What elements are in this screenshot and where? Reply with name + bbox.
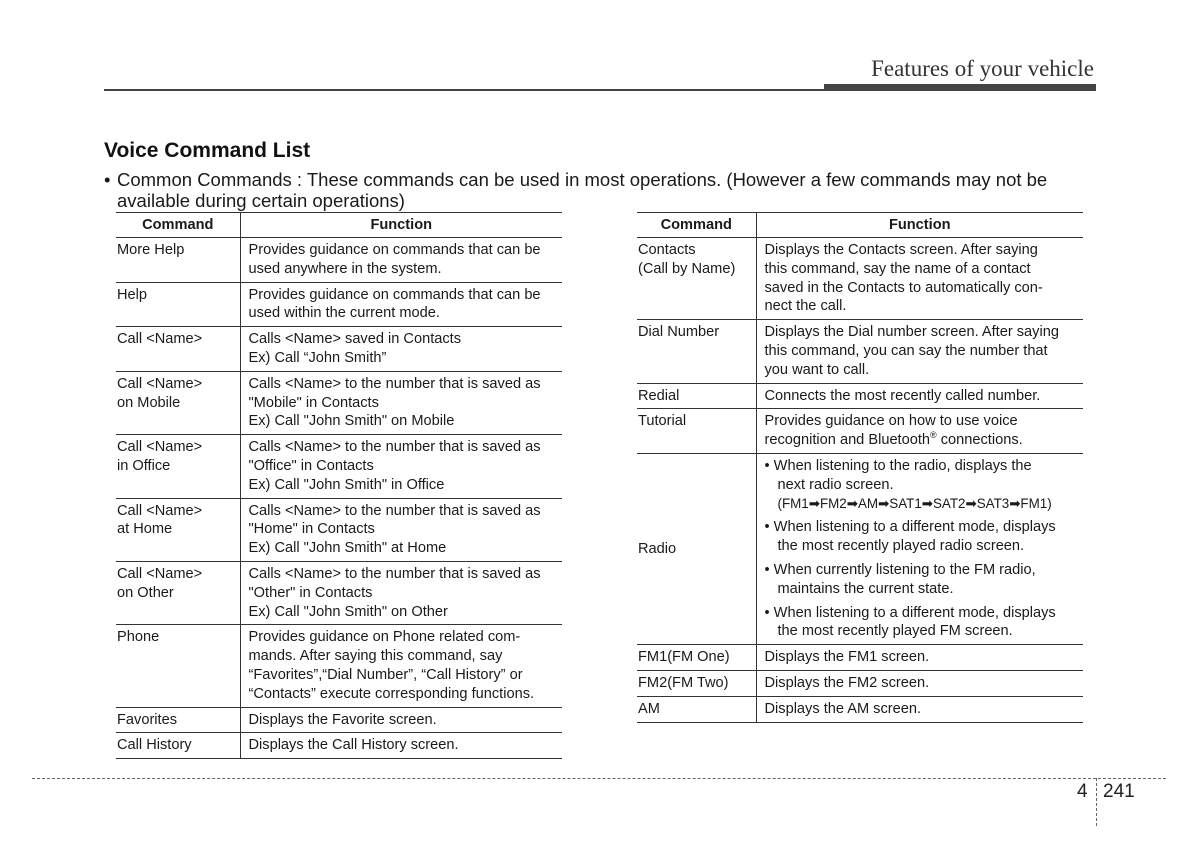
point-text: maintains the current state.	[777, 580, 954, 597]
command-cell	[116, 625, 240, 707]
point-text: (FM1➡FM2➡AM➡SAT1➡SAT2➡SAT3➡FM1)	[777, 495, 1052, 511]
function-line: "Mobile" in Contacts	[248, 394, 379, 411]
function-cell	[240, 625, 562, 707]
command-cell	[116, 707, 240, 733]
function-cell	[240, 498, 562, 561]
function-line: Calls <Name> to the number that is saved as	[248, 439, 541, 456]
intro-line-1	[104, 169, 1100, 190]
table-row	[116, 238, 562, 283]
command-cell	[637, 453, 756, 644]
point-text: next radio screen.	[777, 476, 894, 493]
command-cell	[116, 561, 240, 624]
point-text: When listening to a different mode, displays	[773, 519, 1056, 536]
command-cell	[637, 670, 756, 696]
function-cell	[240, 435, 562, 498]
function-line: this command, you can say the number that	[764, 342, 1048, 359]
command-cell	[116, 282, 240, 327]
command-cell	[637, 238, 756, 320]
command-line: on Other	[117, 584, 174, 601]
table-header-row	[116, 213, 562, 238]
function-line: this command, say the name of a contact	[764, 260, 1031, 277]
table-row	[637, 320, 1083, 383]
command-line: Radio	[638, 540, 677, 557]
table-row	[637, 696, 1083, 722]
function-line: “Favorites”,“Dial Number”, “Call History” or	[248, 666, 523, 683]
intro-line-1-text: Common Commands : These commands can be used in most operations. (However a few commands may not be	[117, 169, 1048, 190]
table-row	[116, 282, 562, 327]
function-line: Provides guidance on how to use voice	[764, 413, 1018, 430]
function-line: Calls <Name> saved in Contacts	[248, 331, 462, 348]
command-line: Call History	[117, 737, 192, 754]
function-cell	[756, 696, 1083, 722]
command-line: (Call by Name)	[638, 260, 736, 277]
function-line: Ex) Call "John Smith" on Other	[248, 603, 448, 620]
function-cell	[240, 733, 562, 759]
command-cell	[637, 645, 756, 671]
function-cell	[756, 670, 1083, 696]
command-line: Call <Name>	[117, 375, 203, 392]
bullet-icon: •	[764, 561, 770, 578]
header-rule	[104, 89, 824, 91]
table-row	[116, 625, 562, 707]
intro-line-2: available during certain operations)	[117, 190, 405, 211]
header-function: Function	[756, 213, 1083, 238]
function-line: Displays the Call History screen.	[248, 737, 459, 754]
function-cell	[240, 371, 562, 434]
function-cell	[240, 561, 562, 624]
function-cell	[240, 327, 562, 372]
function-cell	[756, 453, 1083, 644]
command-line: Favorites	[117, 711, 178, 728]
function-line: Calls <Name> to the number that is saved as	[248, 375, 541, 392]
function-text: connections.	[936, 432, 1023, 449]
function-line: used within the current mode.	[248, 305, 440, 322]
function-line: Displays the Contacts screen. After saying	[764, 242, 1038, 258]
command-cell	[637, 383, 756, 409]
function-line	[765, 431, 1084, 450]
registered-mark: ®	[930, 430, 937, 441]
function-line: Ex) Call “John Smith”	[248, 349, 387, 366]
function-line: Provides guidance on Phone related com-	[248, 629, 521, 646]
bullet-point	[765, 604, 1084, 642]
function-line: Provides guidance on commands that can be	[248, 286, 541, 303]
intro-text	[104, 169, 1100, 211]
command-table-left	[116, 212, 562, 759]
page-number: 241	[1103, 781, 1135, 802]
command-cell	[116, 238, 240, 283]
function-line: you want to call.	[764, 361, 870, 378]
function-line: Ex) Call "John Smith" in Office	[248, 476, 445, 493]
table-row	[116, 707, 562, 733]
command-cell	[116, 435, 240, 498]
table-row	[637, 409, 1083, 454]
function-text: recognition and Bluetooth	[764, 432, 931, 449]
command-cell	[116, 371, 240, 434]
bullet-icon: •	[764, 604, 770, 621]
chapter-number: 4	[1077, 781, 1088, 802]
function-line: Ex) Call "John Smith" on Mobile	[248, 413, 455, 430]
function-line: Provides guidance on commands that can be	[248, 242, 541, 258]
function-cell	[240, 707, 562, 733]
function-line: "Home" in Contacts	[248, 521, 375, 538]
function-line: Displays the Dial number screen. After saying	[764, 324, 1059, 341]
function-cell	[756, 383, 1083, 409]
function-cell	[756, 645, 1083, 671]
function-line: Displays the FM1 screen.	[764, 649, 930, 666]
bullet-icon: •	[764, 519, 770, 536]
table-row	[116, 561, 562, 624]
command-line: Dial Number	[638, 324, 720, 341]
bullet-icon: •	[764, 457, 770, 474]
command-table-right	[637, 212, 1083, 723]
command-line: on Mobile	[117, 394, 181, 411]
command-line: Call <Name>	[117, 565, 203, 582]
point-text: When listening to a different mode, displays	[773, 604, 1056, 621]
command-line: Redial	[638, 387, 680, 404]
function-cell	[240, 238, 562, 283]
command-line: Help	[117, 286, 148, 303]
command-line: FM1(FM One)	[638, 649, 730, 666]
footer-divider	[32, 778, 1166, 779]
table-row	[116, 733, 562, 759]
table-row	[637, 645, 1083, 671]
function-line: Displays the Favorite screen.	[248, 711, 437, 728]
command-line: Contacts	[638, 242, 696, 258]
command-cell	[637, 409, 756, 454]
table-row	[116, 435, 562, 498]
footer-page-divider	[1096, 778, 1097, 826]
function-line: Connects the most recently called number.	[764, 387, 1041, 404]
point-text: the most recently played radio screen.	[777, 538, 1025, 555]
table-header-row	[637, 213, 1083, 238]
command-line: AM	[638, 700, 660, 717]
function-line: “Contacts” execute corresponding functions.	[248, 685, 535, 702]
function-line: mands. After saying this command, say	[248, 648, 503, 665]
point-text: When currently listening to the FM radio,	[773, 561, 1036, 578]
command-line: More Help	[117, 242, 185, 258]
table-row	[637, 670, 1083, 696]
function-line: saved in the Contacts to automatically con-	[764, 279, 1043, 296]
command-cell	[116, 327, 240, 372]
function-line: used anywhere in the system.	[248, 260, 442, 277]
function-line: "Other" in Contacts	[248, 584, 373, 601]
page-header-title: Features of your vehicle	[871, 56, 1094, 81]
header-command: Command	[637, 213, 756, 238]
header-command: Command	[116, 213, 240, 238]
function-cell	[240, 282, 562, 327]
function-line: nect the call.	[764, 298, 847, 315]
table-row	[637, 238, 1083, 320]
table-row	[116, 498, 562, 561]
command-line: Tutorial	[638, 413, 687, 430]
bullet-icon: •	[104, 169, 111, 190]
function-cell	[756, 320, 1083, 383]
command-line: Call <Name>	[117, 331, 203, 348]
command-line: Call <Name>	[117, 439, 203, 456]
function-line: "Office" in Contacts	[248, 457, 374, 474]
table-row	[637, 453, 1083, 644]
bullet-point	[765, 518, 1084, 556]
function-line: Displays the FM2 screen.	[764, 674, 930, 691]
function-line: Calls <Name> to the number that is saved as	[248, 565, 541, 582]
command-cell	[116, 733, 240, 759]
function-line: Ex) Call "John Smith" at Home	[248, 540, 447, 557]
table-row	[116, 371, 562, 434]
section-title: Voice Command List	[104, 139, 311, 162]
command-cell	[116, 498, 240, 561]
command-line: FM2(FM Two)	[638, 674, 729, 691]
table-row	[116, 327, 562, 372]
bullet-point	[765, 457, 1084, 513]
command-cell	[637, 320, 756, 383]
table-row	[637, 383, 1083, 409]
command-line: at Home	[117, 521, 173, 538]
command-cell	[637, 696, 756, 722]
point-text: the most recently played FM screen.	[777, 623, 1013, 640]
function-line: Calls <Name> to the number that is saved as	[248, 502, 541, 519]
function-cell	[756, 238, 1083, 320]
command-line: Call <Name>	[117, 502, 203, 519]
bullet-point	[765, 561, 1084, 599]
function-cell	[756, 409, 1083, 454]
function-line: Displays the AM screen.	[764, 700, 922, 717]
point-text: When listening to the radio, displays the	[773, 457, 1032, 474]
command-line: in Office	[117, 457, 171, 474]
header-rule-accent	[824, 84, 1096, 91]
header-function: Function	[240, 213, 562, 238]
command-line: Phone	[117, 629, 160, 646]
